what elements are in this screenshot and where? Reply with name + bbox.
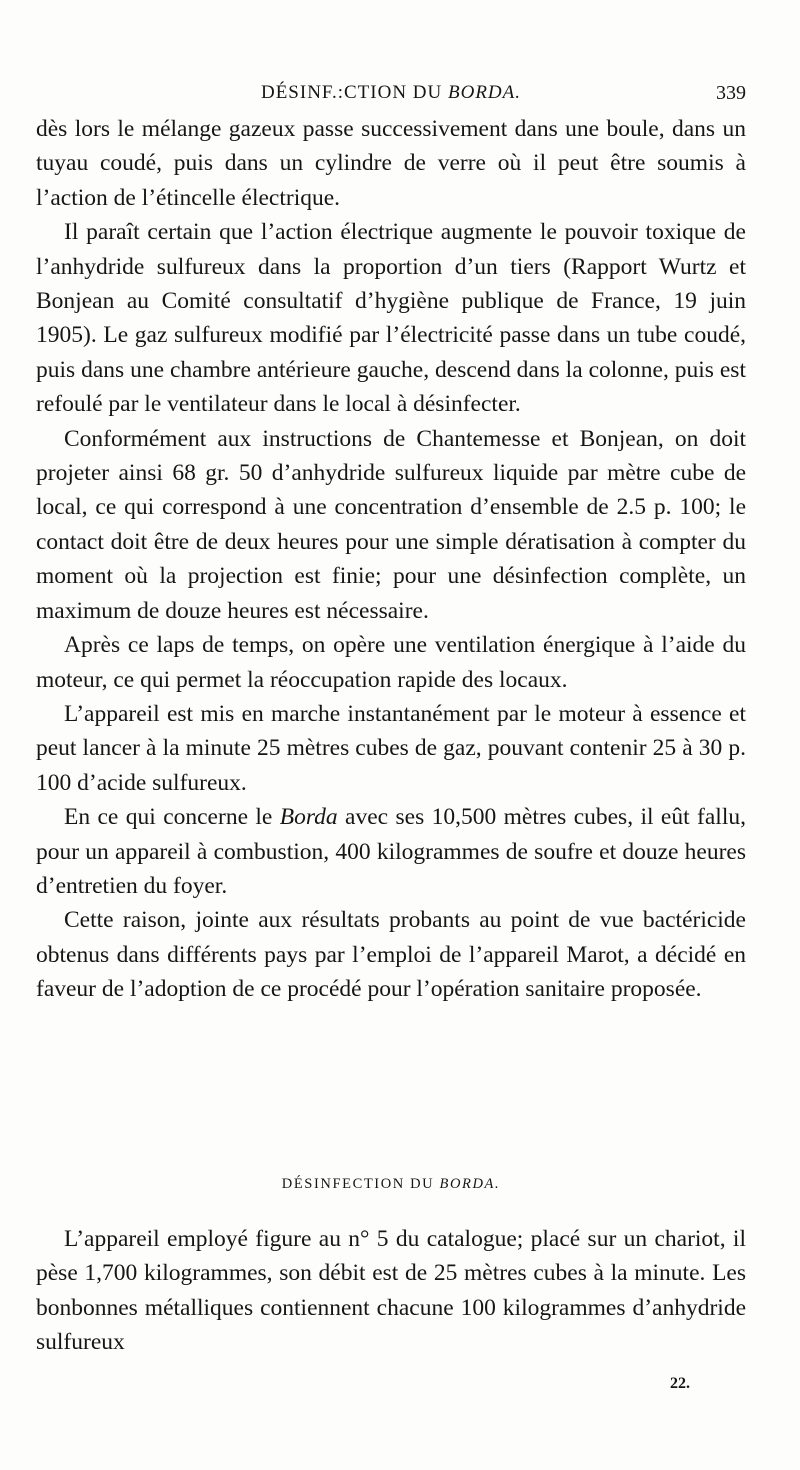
section-heading [36,1176,746,1193]
paragraph-6-start: En ce qui concerne le [64,804,280,831]
paragraph-2: Il paraît certain que l’action électrique augmente le pouvoir toxique de l’anhydride sulfureux dans la proportion d’un tiers (Rapport Wurtz et Bonjean au Comité consultatif d’hygiène publique de France, 19 juin 1905). Le gaz sulfureux modifié par l’électricité passe dans un tube coudé, puis dans une chambre antérieure gauche, descend dans la colonne, puis est refoulé par le ventilateur dans le local à désinfecter. [36,219,746,418]
paragraph-1: dès lors le mélange gazeux passe successivement dans une boule, dans un tuyau coudé, puis dans un cylindre de verre où il peut être soumis à l’action de l’étincelle électrique. [36,116,746,211]
paragraph-5: L’appareil est mis en marche instantanément par le moteur à essence et peut lancer à la minute 25 mètres cubes de gaz, pouvant contenir 25 à 30 p. 100 d’acide sulfureux. [36,700,746,796]
running-head [36,82,746,112]
paragraph-7: Cette raison, jointe aux résultats probants au point de vue bactéricide obtenus dans différents pays par l’emploi de l’appareil Marot, a décidé en faveur de l’adoption de ce procédé pour l’opération sanitaire proposée. [36,907,746,1003]
running-title [36,82,746,104]
paragraph-3: Conformément aux instructions de Chantemesse et Bonjean, on doit projeter ainsi 68 gr. 50 d’anhydride sulfureux liquide par mètre cube de local, ce qui correspond à une concentration d’ensemble de 2.5 p. 100; le contact doit être de deux heures pour une simple dératisation à compter du moment où la projection est finie; pour une désinfection complète, un maximum de douze heures est nécessaire. [36,425,746,624]
main-text [36,112,746,1007]
section-heading-text: DÉSINFECTION DU [281,1176,440,1192]
section-text [36,1222,746,1360]
running-title-italic: BORDA. [448,82,522,103]
page-number: 339 [716,82,746,104]
signature-mark: 22. [670,1375,690,1392]
paragraph-6-end: avec ses 10,500 mètres cubes, il eût fallu, pour un appareil à combustion, 400 kilogrammes de soufre et douze heures d’entretien du foyer. [36,804,746,899]
paragraph-4: Après ce laps de temps, on opère une ventilation énergique à l’aide du moteur, ce qui permet la réoccupation rapide des locaux. [36,632,746,693]
paragraph-6 [36,800,746,903]
section-heading-italic: BORDA. [439,1176,501,1192]
paragraph-6-ship-name: Borda [279,804,338,831]
section-paragraph: L’appareil employé figure au n° 5 du catalogue; placé sur un chariot, il pèse 1,700 kilogrammes, son débit est de 25 mètres cubes à la minute. Les bonbonnes métalliques contiennent chacune 100 kilogrammes d’anhydride sulfureux [36,1226,746,1356]
running-title-text: DÉSINF.:CTION DU [260,82,448,103]
